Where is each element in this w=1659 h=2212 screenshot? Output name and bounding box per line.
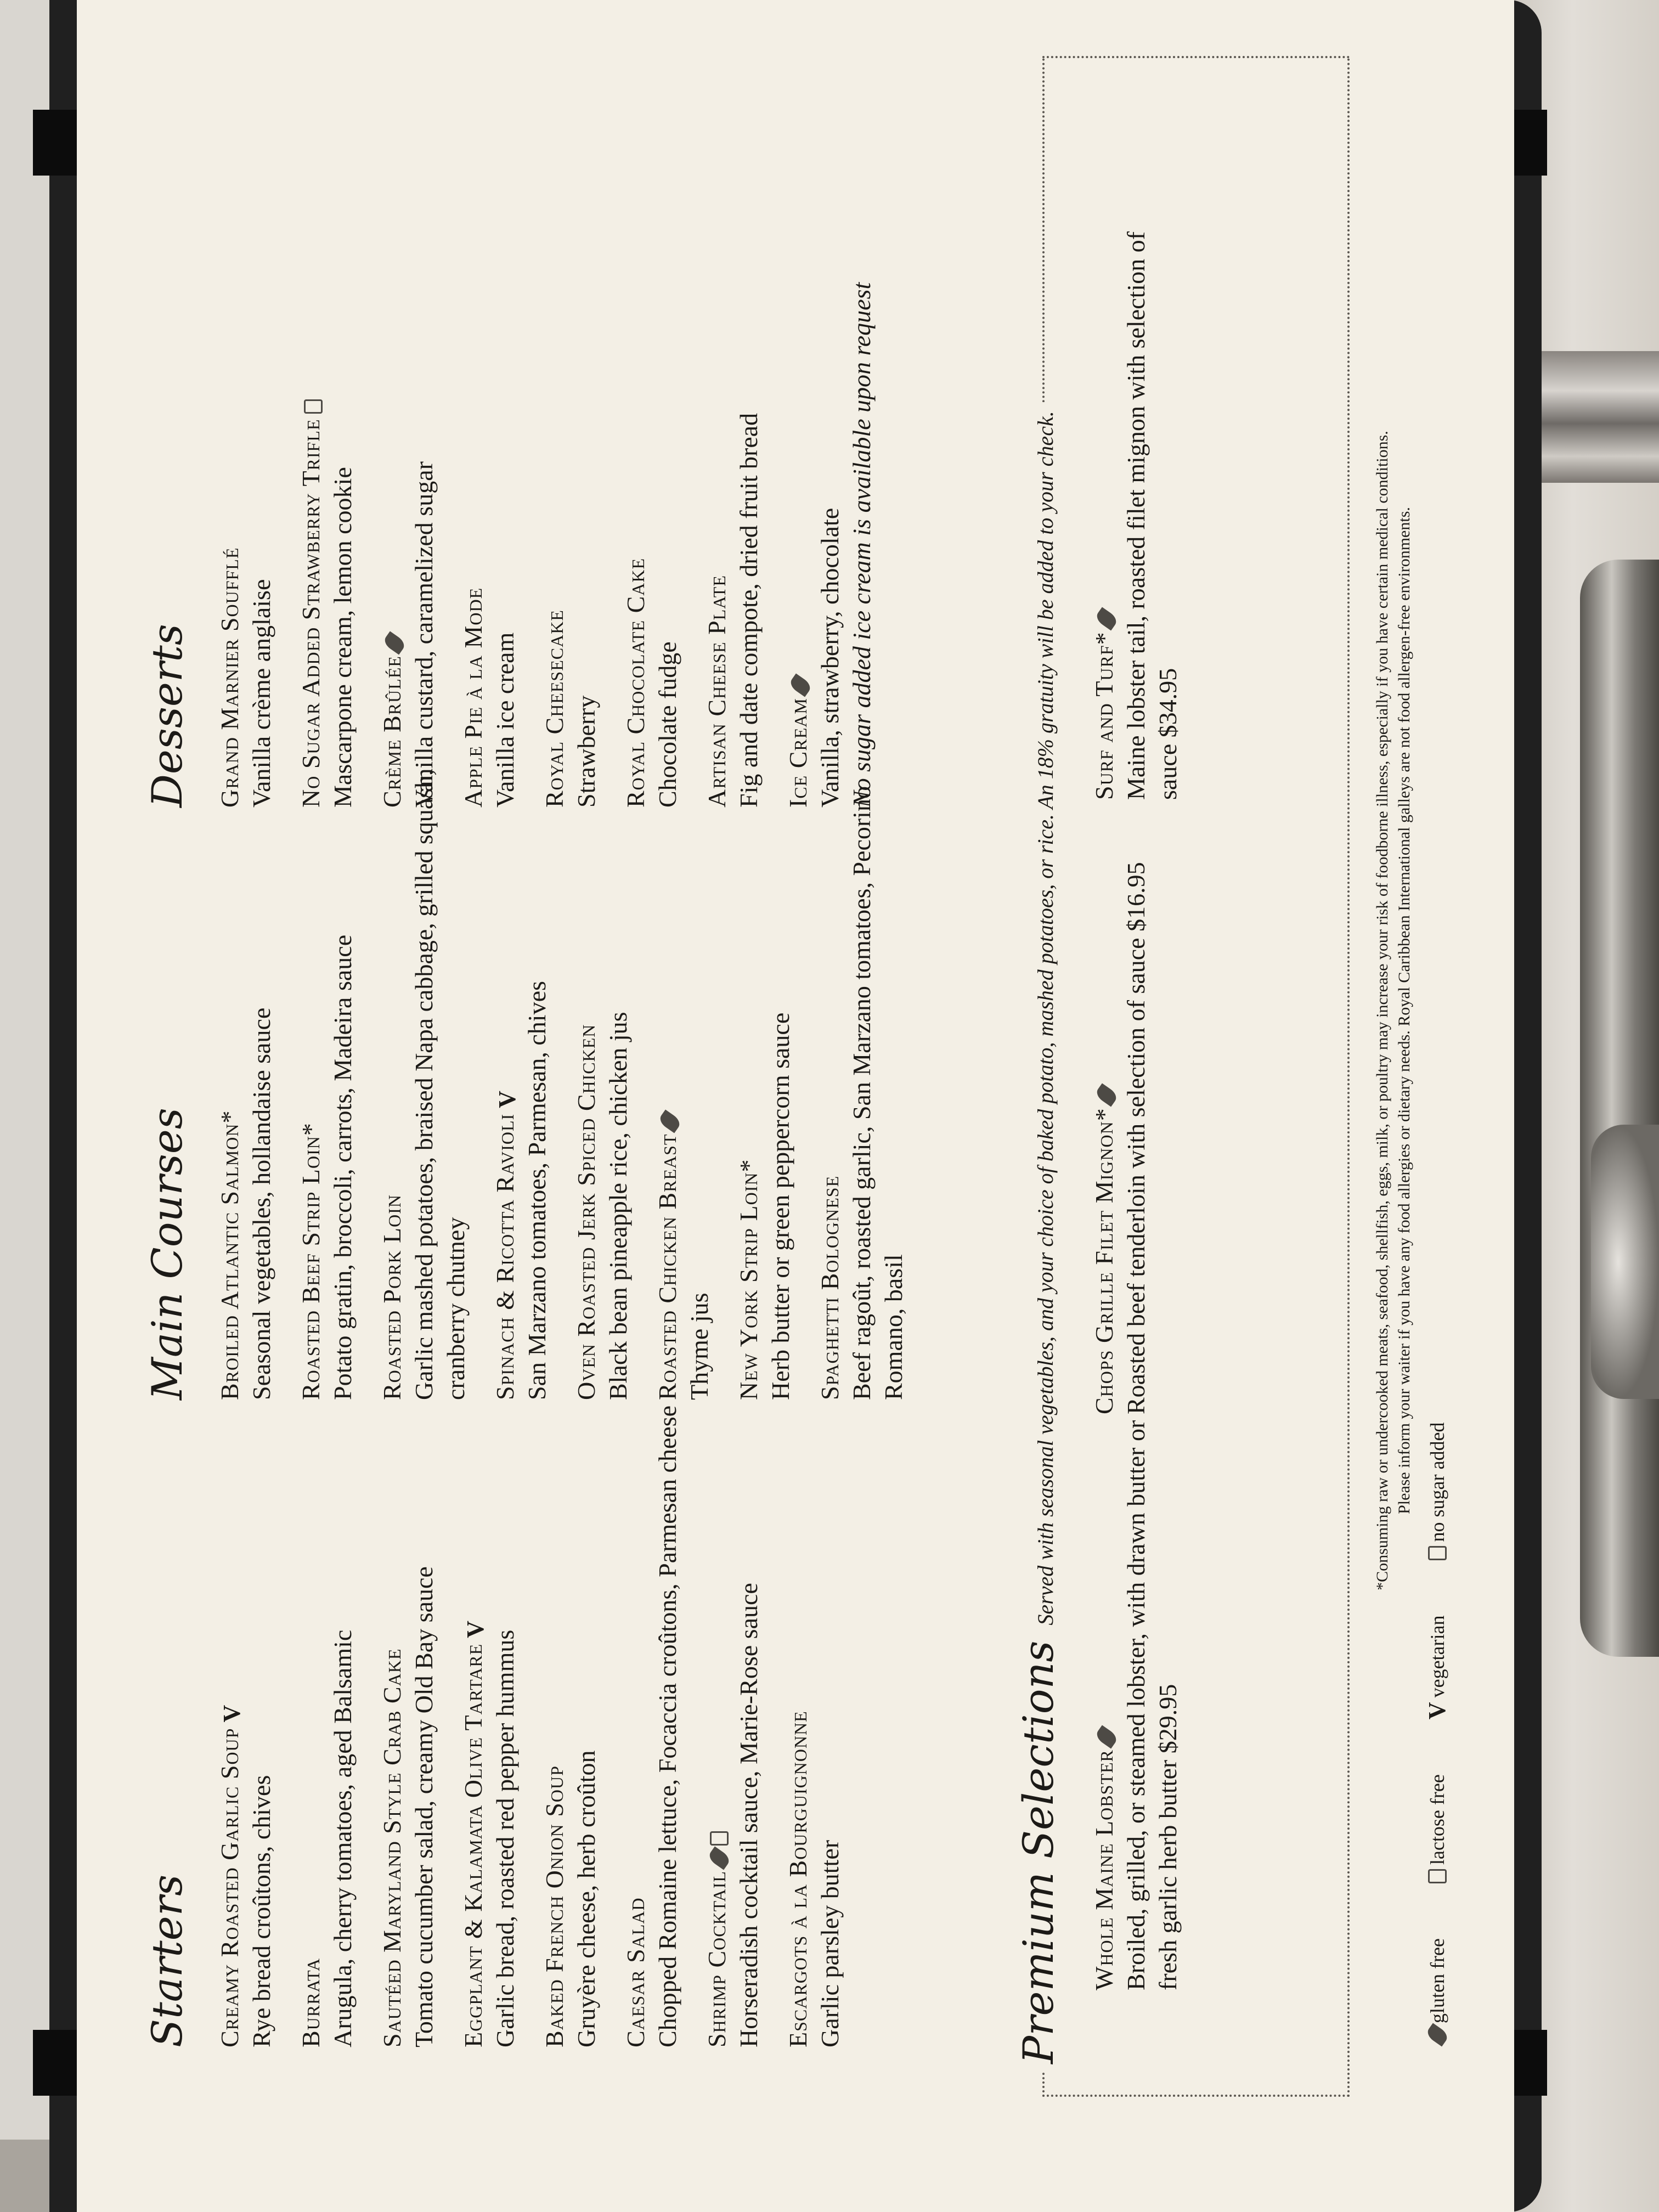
starters-title: Starters <box>143 1874 191 2047</box>
premium-item <box>1088 811 1152 1414</box>
item-name-text: No Sugar Added Strawberry Trifle <box>297 419 325 808</box>
item-description: Fig and date compote, dried fruit bread <box>735 413 763 808</box>
item-description: Chopped Romaine lettuce, Focaccia croûtons, Parmesan cheese <box>653 1405 681 2047</box>
knife <box>1580 560 1659 1657</box>
item-name <box>814 725 846 1400</box>
menu-item <box>376 127 440 808</box>
legend-item <box>1426 1774 1449 1889</box>
item-description: Thyme jus <box>685 1293 713 1400</box>
premium-item-price: $16.95 <box>1122 862 1150 932</box>
menu-item <box>458 1400 521 2047</box>
legend-label: no sugar added <box>1426 1422 1448 1542</box>
menu-item <box>376 1400 440 2047</box>
menu-item <box>376 725 472 1400</box>
allergen-disclaimer <box>1372 50 1415 1971</box>
item-description: Strawberry <box>572 695 600 808</box>
item-name-text: Sautéed Maryland Style Crab Cake <box>378 1648 406 2047</box>
menu-item <box>652 725 715 1400</box>
item-name-text: Oven Roasted Jerk Spiced Chicken <box>572 1024 600 1400</box>
item-name-text: Roasted Beef Strip Loin* <box>297 1122 325 1400</box>
menu-item <box>214 127 278 808</box>
desserts-list <box>214 127 878 808</box>
menu-item <box>620 1400 684 2047</box>
item-name <box>458 1400 489 2047</box>
menu-item <box>295 725 359 1400</box>
premium-item-description <box>1120 1387 1184 1990</box>
premium-item-name-text: Chops Grille Filet Mignon* <box>1090 1108 1118 1414</box>
item-description: Black bean pineapple rice, chicken jus <box>604 1012 632 1400</box>
menu-item <box>295 127 359 808</box>
item-description: Rye bread croûtons, chives <box>247 1775 275 2047</box>
item-name <box>652 725 684 1400</box>
item-name <box>733 725 765 1400</box>
desserts-section <box>143 127 895 808</box>
item-name-text: Baked French Onion Soup <box>540 1765 568 2047</box>
item-description: San Marzano tomatoes, Parmesan, chives <box>523 981 551 1400</box>
menu-item <box>733 725 797 1400</box>
premium-item-description <box>1120 811 1152 1414</box>
item-note: No sugar added ice cream is available upon request <box>848 282 876 808</box>
item-name <box>295 1400 327 2047</box>
menu-item <box>620 127 684 808</box>
menu-item <box>458 127 521 808</box>
item-description: Gruyère cheese, herb croûton <box>572 1750 600 2047</box>
item-name <box>620 1400 652 2047</box>
premium-item-name <box>1088 811 1120 1414</box>
item-name-text: Royal Chocolate Cake <box>622 557 650 808</box>
item-description: Vanilla crème anglaise <box>247 579 275 808</box>
gluten-free-icon <box>1425 2023 1450 2046</box>
item-name-text: Ice Cream <box>784 698 812 808</box>
starters-list <box>214 1400 846 2047</box>
desserts-title: Desserts <box>143 624 191 808</box>
gluten-free-icon <box>382 631 407 655</box>
legend-label: vegetarian <box>1426 1615 1448 1698</box>
menu-item <box>489 725 553 1400</box>
premium-item-desc-text: Maine lobster tail, roasted filet mignon with selection of sauce <box>1122 231 1182 800</box>
item-name <box>620 127 652 808</box>
lactose-free-icon <box>1428 1869 1447 1883</box>
item-name-text: Spinach & Ricotta Ravioli <box>491 1113 519 1400</box>
premium-note: Served with seasonal vegetables, and your choice of baked potato, mashed potatoes, or rice. An 18% gratuity will be added to your check. <box>1033 411 1058 1626</box>
premium-item <box>1088 1387 1184 1990</box>
item-description: Mascarpone cream, lemon cookie <box>329 467 357 808</box>
item-name-text: Grand Marnier Soufflé <box>216 547 244 808</box>
item-name <box>376 127 408 808</box>
item-name <box>539 1400 571 2047</box>
gluten-free-icon <box>707 1846 732 1870</box>
menu-item <box>539 127 602 808</box>
item-description: Herb butter or green peppercorn sauce <box>766 1012 794 1400</box>
menu-item <box>782 127 878 808</box>
main-courses-section <box>143 725 927 1400</box>
premium-title: Premium Selections <box>1014 1640 1063 2064</box>
item-description: Garlic bread, roasted red pepper hummus <box>491 1629 519 2047</box>
premium-item-description <box>1120 196 1184 800</box>
menu-item <box>214 1400 278 2047</box>
menu-item <box>782 1400 846 2047</box>
gluten-free-icon <box>1094 1084 1119 1107</box>
item-name-text: Eggplant & Kalamata Olive Tartare <box>459 1643 487 2047</box>
disclaimer-line-1: *Consuming raw or undercooked meats, seafood, shellfish, eggs, milk, or poultry may increase your risk of foodborne illness, especially if you have certain medical conditions. <box>1373 431 1391 1590</box>
item-name <box>295 127 327 808</box>
item-name <box>214 1400 246 2047</box>
menu-item <box>539 1400 602 2047</box>
main-courses-title: Main Courses <box>143 1108 191 1400</box>
item-name-text: Burrata <box>297 1957 325 2047</box>
item-name <box>489 725 521 1400</box>
premium-item-price: $34.95 <box>1154 668 1182 738</box>
item-name-text: Spaghetti Bolognese <box>816 1175 844 1400</box>
item-name <box>701 1400 733 2047</box>
legend-label: lactose free <box>1426 1774 1448 1865</box>
spoon <box>1591 1125 1659 1399</box>
item-name-text: Roasted Pork Loin <box>378 1194 406 1400</box>
legend-item <box>1425 1616 1449 1725</box>
item-name <box>376 725 408 1400</box>
premium-header <box>1014 402 1063 2073</box>
legend-item <box>1426 1423 1449 1566</box>
gluten-free-icon <box>1094 1725 1119 1749</box>
item-description: Garlic parsley butter <box>816 1839 844 2047</box>
menu-page <box>77 0 1514 2212</box>
item-name <box>295 725 327 1400</box>
menu-item <box>571 725 634 1400</box>
premium-item-name-text: Surf and Turf* <box>1090 631 1118 800</box>
item-name <box>571 725 602 1400</box>
vegetarian-icon: V <box>218 1704 246 1723</box>
item-name <box>539 127 571 808</box>
gluten-free-icon <box>1094 607 1119 631</box>
item-name-text: Creamy Roasted Garlic Soup <box>216 1728 244 2047</box>
item-name <box>782 1400 814 2047</box>
item-description: Potato gratin, broccoli, carrots, Madeira sauce <box>329 934 357 1400</box>
gluten-free-icon <box>788 674 813 697</box>
item-name <box>782 127 814 808</box>
premium-item-desc-text: Roasted beef tenderloin with selection of sauce <box>1122 931 1150 1414</box>
premium-item-price: $29.95 <box>1154 1684 1182 1754</box>
premium-item-name <box>1088 196 1120 800</box>
item-name <box>214 127 246 808</box>
starters-section <box>143 1400 864 2047</box>
dietary-legend <box>1415 1389 1459 2047</box>
item-name-text: Caesar Salad <box>622 1897 650 2047</box>
premium-item-name <box>1088 1387 1120 1990</box>
premium-item-name-text: Whole Maine Lobster <box>1090 1750 1118 1990</box>
item-name-text: Roasted Chicken Breast <box>653 1133 681 1400</box>
item-description: Garlic mashed potatoes, braised Napa cabbage, grilled squash, cranberry chutney <box>410 769 470 1400</box>
menu-item <box>701 1400 765 2047</box>
item-name-text: Broiled Atlantic Salmon* <box>216 1110 244 1400</box>
no-sugar-added-icon <box>1428 1547 1447 1561</box>
item-description: Seasonal vegetables, hollandaise sauce <box>247 1007 275 1400</box>
item-name-text: New York Strip Loin* <box>735 1159 763 1400</box>
main-courses-list <box>214 725 910 1400</box>
premium-selections-box <box>1014 56 1350 2097</box>
vegetarian-icon: V <box>462 1620 489 1638</box>
item-description: Vanilla ice cream <box>491 632 519 808</box>
item-name-text: Apple Pie à la Mode <box>459 587 487 808</box>
item-description: Tomato cucumber salad, creamy Old Bay sauce <box>410 1566 438 2047</box>
item-description: Chocolate fudge <box>653 641 681 808</box>
gluten-free-icon <box>657 1109 682 1133</box>
menu-item <box>701 127 765 808</box>
no-sugar-added-icon <box>304 399 323 414</box>
legend-label: gluten free <box>1426 1938 1448 2023</box>
vegetarian-icon: V <box>494 1090 521 1108</box>
menu-item <box>295 1400 359 2047</box>
menu-item <box>214 725 278 1400</box>
item-name <box>376 1400 408 2047</box>
item-description: Arugula, cherry tomatoes, aged Balsamic <box>329 1629 357 2047</box>
item-name-text: Artisan Cheese Plate <box>703 575 731 808</box>
menu-item <box>814 725 910 1400</box>
premium-item <box>1088 196 1184 800</box>
item-name-text: Shrimp Cocktail <box>703 1871 731 2047</box>
item-description: Beef ragoût, roasted garlic, San Marzano tomatoes, Pecorino Romano, basil <box>848 786 907 1400</box>
disclaimer-line-2: Please inform your waiter if you have any food allergies or dietary needs. Royal Caribbean International galleys are not food allergen-free environments. <box>1395 507 1413 1514</box>
item-name-text: Royal Cheesecake <box>540 610 568 808</box>
vegetarian-icon: V <box>1424 1702 1451 1720</box>
item-name <box>458 127 489 808</box>
item-description: Vanilla, strawberry, chocolate <box>816 507 844 808</box>
lactose-free-icon <box>710 1831 729 1846</box>
item-description: Horseradish cocktail sauce, Marie-Rose sauce <box>735 1583 763 2047</box>
item-name <box>701 127 733 808</box>
item-name-text: Escargots à la Bourguignonne <box>784 1711 812 2047</box>
premium-item-desc-text: Broiled, grilled, or steamed lobster, with drawn butter or fresh garlic herb butter <box>1122 1420 1182 1990</box>
legend-item <box>1426 1938 1449 2047</box>
item-name-text: Crème Brûlée <box>378 656 406 808</box>
item-name <box>214 725 246 1400</box>
item-description: Vanilla custard, caramelized sugar <box>410 461 438 808</box>
